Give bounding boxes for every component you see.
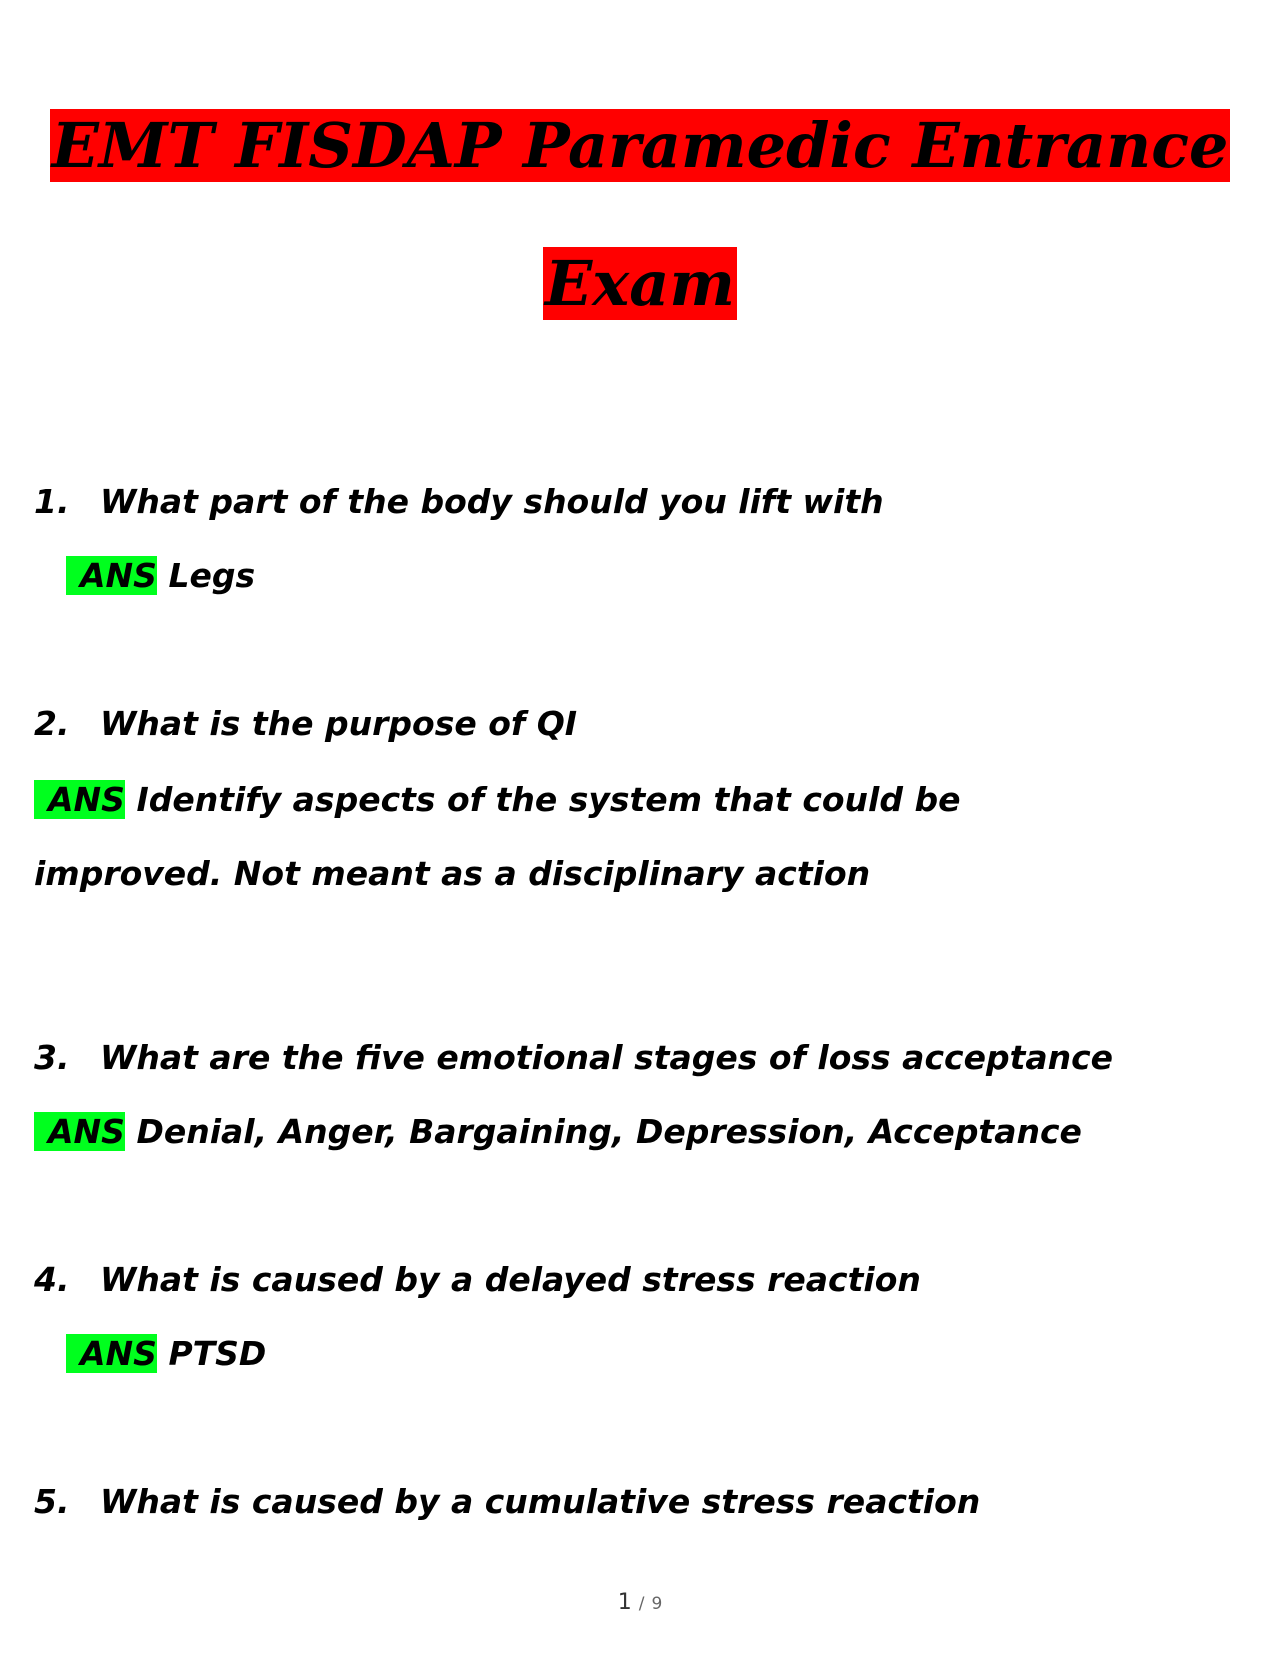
question-text: What is caused by a cumulative stress reaction — [100, 1482, 981, 1521]
question-number: 5. — [34, 1482, 70, 1521]
answer-text: PTSD — [168, 1334, 267, 1373]
question-number: 2. — [34, 704, 70, 743]
answer-text: Identify aspects of the system that could be — [136, 780, 961, 819]
answer-2 — [34, 780, 960, 820]
answer-label: ANS — [66, 556, 157, 595]
document-title-line-1 — [0, 109, 1280, 182]
current-page: 1 — [617, 1590, 632, 1615]
document-title-line-2 — [0, 247, 1280, 320]
page-indicator — [0, 1590, 1280, 1615]
total-pages: 9 — [651, 1594, 663, 1614]
question-3 — [34, 1038, 1113, 1078]
question-2 — [34, 704, 577, 744]
answer-text: Denial, Anger, Bargaining, Depression, Acceptance — [136, 1112, 1082, 1151]
answer-3 — [34, 1112, 1082, 1152]
answer-label: ANS — [66, 1334, 157, 1373]
question-text: What is the purpose of QI — [100, 704, 578, 743]
question-5 — [34, 1482, 980, 1522]
page-separator: / — [638, 1594, 645, 1614]
title-highlight: EMT FISDAP Paramedic Entrance — [51, 109, 1229, 182]
question-4 — [34, 1260, 921, 1300]
answer-text: improved. Not meant as a disciplinary action — [34, 854, 871, 893]
question-number: 3. — [34, 1038, 70, 1077]
question-text: What is caused by a delayed stress reaction — [100, 1260, 921, 1299]
question-text: What are the five emotional stages of loss acceptance — [100, 1038, 1114, 1077]
answer-label: ANS — [34, 1112, 125, 1151]
question-number: 4. — [34, 1260, 70, 1299]
answer-4 — [66, 1334, 266, 1374]
question-number: 1. — [34, 482, 70, 521]
answer-label: ANS — [34, 780, 125, 819]
answer-text: Legs — [168, 556, 256, 595]
answer-2-continued — [34, 854, 870, 894]
question-1 — [34, 482, 884, 522]
question-text: What part of the body should you lift with — [100, 482, 884, 521]
title-highlight: Exam — [545, 247, 735, 320]
answer-1 — [66, 556, 255, 596]
